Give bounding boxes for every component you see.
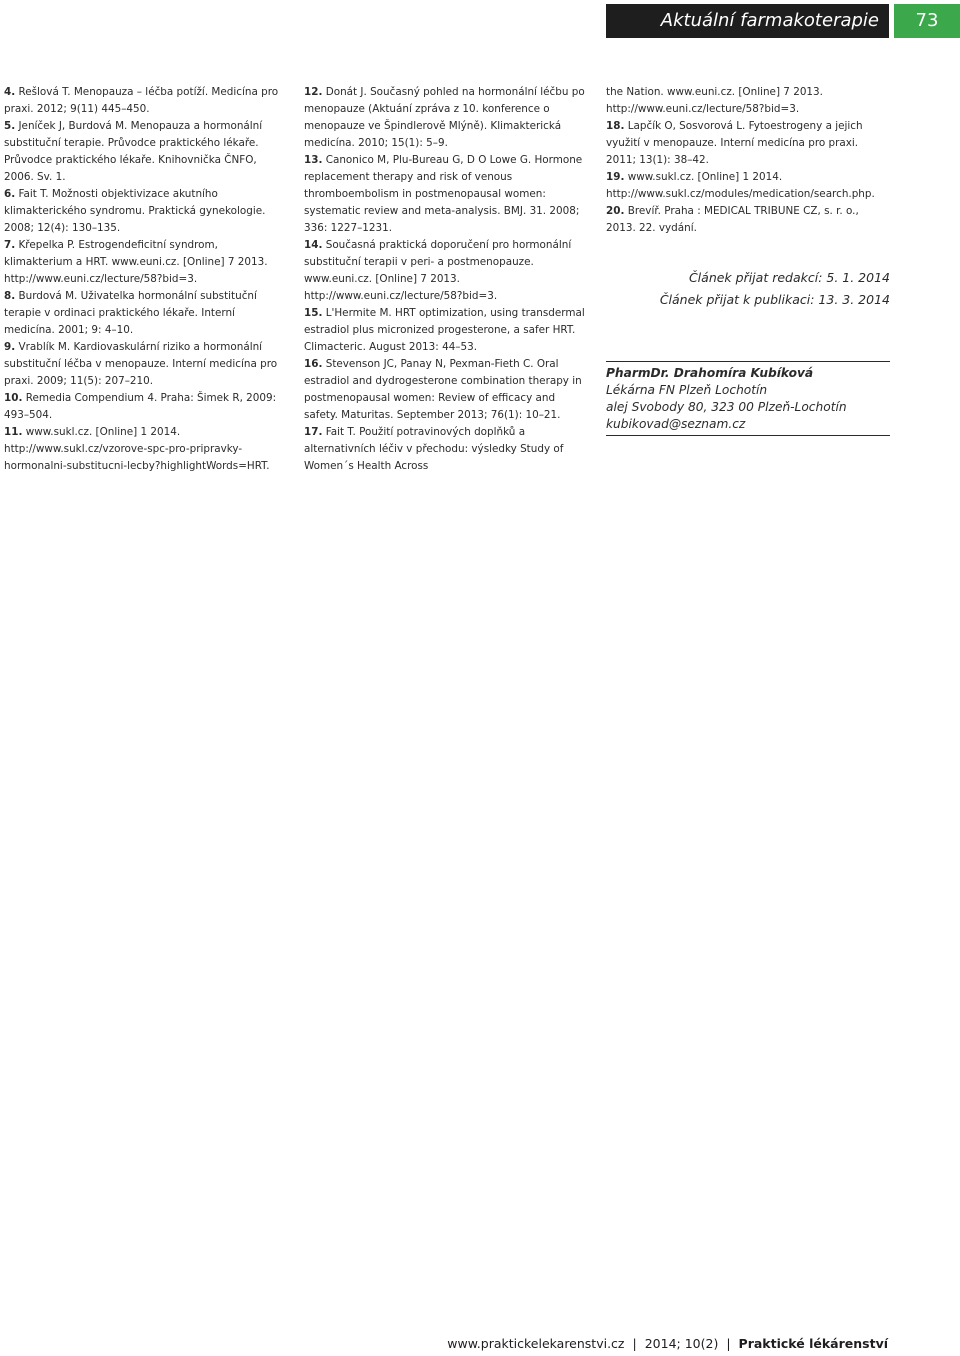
author-email[interactable]: kubikovad@seznam.cz — [606, 417, 746, 431]
section-header-bar — [606, 4, 889, 38]
reference-item — [304, 424, 588, 475]
reference-item — [304, 84, 588, 152]
footer-issue: 2014; 10(2) — [644, 1336, 719, 1351]
reference-text: Burdová M. Uživatelka hormonální substituční terapie v ordinaci praktického lékaře. Interní medicína. 2001; 9: 4–10. — [4, 290, 257, 336]
reference-number: 7. — [4, 239, 16, 251]
reference-item — [4, 237, 288, 288]
reference-number: 11. — [4, 426, 23, 438]
reference-number: 19. — [606, 171, 625, 183]
page-number-box — [894, 4, 960, 38]
reference-item — [304, 152, 588, 237]
reference-text: the Nation. www.euni.cz. [Online] 7 2013. http://www.euni.cz/lecture/58?bid=3. — [606, 86, 823, 115]
received-date: Článek přijat redakcí: 5. 1. 2014 — [688, 270, 890, 285]
reference-text: Fait T. Použití potravinových doplňků a alternativních léčiv v přechodu: výsledky Study of Women´s Health Across — [304, 426, 564, 472]
reference-text: Křepelka P. Estrogendeficitní syndrom, klimakterium a HRT. www.euni.cz. [Online] 7 2013. http://www.euni.cz/lecture/58?bid=3. — [4, 239, 268, 285]
reference-text: Stevenson JC, Panay N, Pexman-Fieth C. Oral estradiol and dydrogesterone combination therapy in postmenopausal women: Review of efficacy and safety. Maturitas. September 2013; 76(1): 10–21. — [304, 358, 582, 421]
reference-item — [4, 390, 288, 424]
reference-item — [4, 84, 288, 118]
accepted-date: Článek přijat k publikaci: 13. 3. 2014 — [659, 292, 890, 307]
footer-separator: | — [726, 1336, 731, 1351]
reference-item — [4, 288, 288, 339]
reference-text: www.sukl.cz. [Online] 1 2014. http://www.sukl.cz/vzorove-spc-pro-pripravky-hormonalni-substitucni-lecby?highlightWords=HRT. — [4, 426, 270, 472]
section-title: Aktuální farmakoterapie — [660, 10, 879, 31]
reference-text: Remedia Compendium 4. Praha: Šimek R, 2009: 493–504. — [4, 392, 277, 421]
references-column-1 — [4, 84, 288, 475]
reference-text: Jeníček J, Burdová M. Menopauza a hormonální substituční terapie. Průvodce praktického lékaře. Průvodce praktického lékaře. Knihovnička ČNFO, 2006. Sv. 1. — [4, 120, 263, 183]
reference-number: 17. — [304, 426, 323, 438]
reference-item — [606, 203, 890, 237]
footer-website[interactable]: www.praktickelekarenstvi.cz — [447, 1336, 625, 1351]
reference-item — [4, 424, 288, 475]
reference-number: 18. — [606, 120, 625, 132]
reference-number: 16. — [304, 358, 323, 370]
reference-number: 15. — [304, 307, 323, 319]
author-address: alej Svobody 80, 323 00 Plzeň-Lochotín — [606, 400, 847, 414]
reference-item — [304, 356, 588, 424]
reference-number: 6. — [4, 188, 16, 200]
reference-text: Lapčík O, Sosvorová L. Fytoestrogeny a jejich využití v menopauze. Interní medicína pro praxi. 2011; 13(1): 38–42. — [606, 120, 863, 166]
footer-separator: | — [632, 1336, 637, 1351]
reference-number: 10. — [4, 392, 23, 404]
page-footer — [447, 1336, 888, 1351]
reference-number: 9. — [4, 341, 16, 353]
reference-text: Rešlová T. Menopauza – léčba potíží. Medicína pro praxi. 2012; 9(11) 445–450. — [4, 86, 279, 115]
reference-item — [4, 118, 288, 186]
reference-item — [304, 237, 588, 305]
reference-number: 20. — [606, 205, 625, 217]
references-column-3 — [606, 84, 890, 436]
reference-text: Současná praktická doporučení pro hormonální substituční terapii v peri- a postmenopauze. www.euni.cz. [Online] 7 2013. http://www.euni.cz/lecture/58?bid=3. — [304, 239, 572, 302]
reference-text: Canonico M, Plu-Bureau G, D O Lowe G. Hormone replacement therapy and risk of venous thromboembolism in postmenopausal women: systematic review and meta-analysis. BMJ. 31. 2008; 336: 1227–1231. — [304, 154, 583, 234]
references-column-2 — [304, 84, 588, 475]
reference-number: 8. — [4, 290, 16, 302]
author-name: PharmDr. Drahomíra Kubíková — [606, 366, 814, 380]
footer-journal-name: Praktické lékárenství — [738, 1336, 888, 1351]
reference-text: Brevíř. Praha : MEDICAL TRIBUNE CZ, s. r. o., 2013. 22. vydání. — [606, 205, 859, 234]
reference-item — [4, 339, 288, 390]
reference-item — [606, 169, 890, 203]
reference-item — [304, 305, 588, 356]
reference-text: Donát J. Současný pohled na hormonální léčbu po menopauze (Aktuání zpráva z 10. konference o menopauze ve Špindlerově Mlýně). Klimakterická medicína. 2010; 15(1): 5–9. — [304, 86, 585, 149]
reference-number: 4. — [4, 86, 16, 98]
reference-number: 12. — [304, 86, 323, 98]
reference-text: L'Hermite M. HRT optimization, using transdermal estradiol plus micronized progesterone, a safer HRT. Climacteric. August 2013: 44–53. — [304, 307, 585, 353]
reference-number: 13. — [304, 154, 323, 166]
author-workplace: Lékárna FN Plzeň Lochotín — [606, 383, 768, 397]
reference-number: 14. — [304, 239, 323, 251]
reference-item — [606, 118, 890, 169]
reference-text: www.sukl.cz. [Online] 1 2014. http://www.sukl.cz/modules/medication/search.php. — [606, 171, 875, 200]
reference-item — [606, 84, 890, 118]
reference-text: Vrablík M. Kardiovaskulární riziko a hormonální substituční léčba v menopauze. Interní medicína pro praxi. 2009; 11(5): 207–210. — [4, 341, 278, 387]
author-contact-box — [606, 361, 890, 436]
reference-item — [4, 186, 288, 237]
page-number: 73 — [915, 10, 939, 31]
article-dates — [606, 267, 890, 311]
reference-text: Fait T. Možnosti objektivizace akutního klimakterického syndromu. Praktická gynekologie. 2008; 12(4): 130–135. — [4, 188, 266, 234]
reference-number: 5. — [4, 120, 16, 132]
